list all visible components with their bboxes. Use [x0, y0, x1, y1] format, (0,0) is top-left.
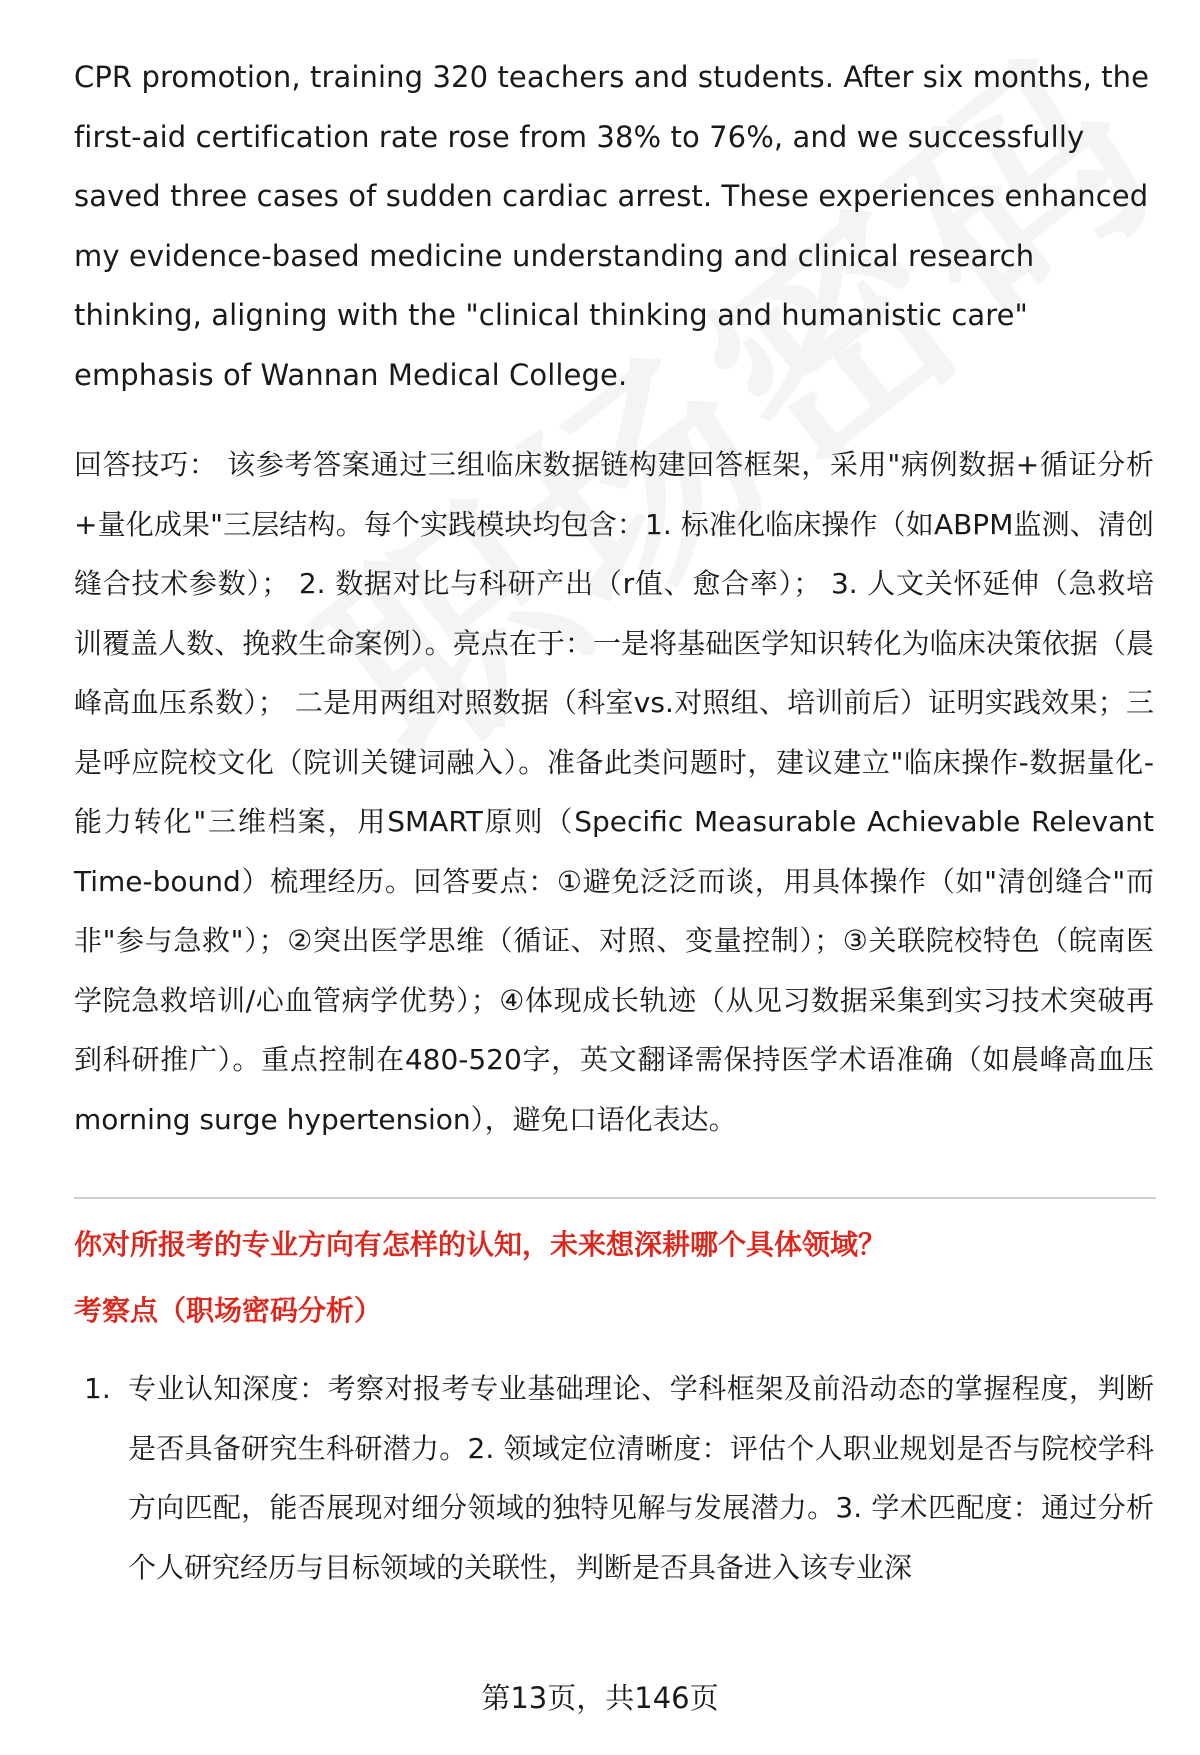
answer-tips-paragraph: 回答技巧： 该参考答案通过三组临床数据链构建回答框架，采用"病例数据+循证分析+量化成果"三层结构。每个实践模块均包含：1. 标准化临床操作（如ABPM监测、清创缝合技术参数）； 2. 数据对比与科研产出（r值、愈合率）； 3. 人文关怀延伸（急救培训覆盖人数、挽救生命案例）。亮点在于：一是将基础医学知识转化为临床决策依据（晨峰高血压系数）； 二是用两组对照数据（科室vs.对照组、培训前后）证明实践效果；三是呼应院校文化（院训关键词融入）。准备此类问题时，建议建立"临床操作-数据量化-能力转化"三维档案，用SMART原则（Specific Measurable Achievable Relevant Time-bound）梳理经历。回答要点：①避免泛泛而谈，用具体操作（如"清创缝合"而非"参与急救"）；②突出医学思维（循证、对照、变量控制）；③关联院校特色（皖南医学院急救培训/心血管病学优势）；④体现成长轨迹（从见习数据采集到实习技术突破再到科研推广）。重点控制在480-520字，英文翻译需保持医学术语准确（如晨峰高血压morning surge hypertension），避免口语化表达。 — [74, 448, 1154, 1136]
intro-paragraph: CPR promotion, training 320 teachers and students. After six months, the first-aid certification rate rose from 38% to 76%, and we successfully saved three cases of sudden cardiac arrest. These experiences enhanced my evidence-based medicine understanding and clinical research thinking, aligning with the "clinical thinking and humanistic care" emphasis of Wannan Medical College. — [74, 60, 1150, 392]
list-item-text: 专业认知深度：考察对报考专业基础理论、学科框架及前沿动态的掌握程度，判断是否具备研究生科研潜力。2. 领域定位清晰度：评估个人职业规划是否与院校学科方向匹配，能否展现对细分领域的独特见解与发展潜力。3. 学术匹配度：通过分析个人研究经历与目标领域的关联性，判断是否具备进入该专业深 — [128, 1372, 1154, 1584]
question-title: 你对所报考的专业方向有怎样的认知，未来想深耕哪个具体领域？ — [74, 1228, 887, 1261]
analysis-list — [74, 1359, 1154, 1597]
page-number: 第13页，共146页 — [481, 1681, 719, 1715]
list-item-number: 1. — [84, 1372, 111, 1405]
analysis-section-title: 考察点（职场密码分析） — [74, 1294, 383, 1327]
section-divider — [74, 1197, 1156, 1199]
list-item — [74, 1359, 1154, 1597]
page-content — [74, 48, 1154, 1597]
